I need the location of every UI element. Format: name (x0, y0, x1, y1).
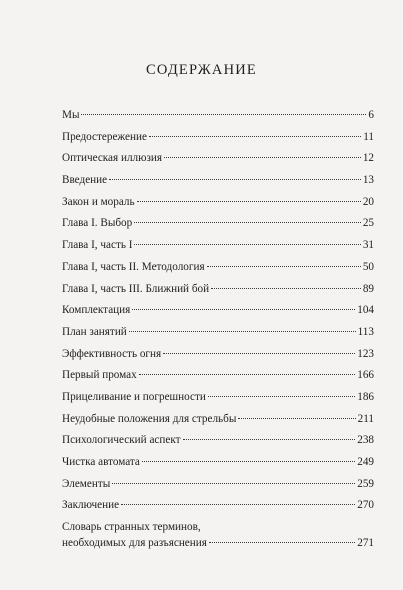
toc-entry (62, 476, 374, 498)
dot-leader (132, 309, 355, 310)
toc-entry-title: Заключение (62, 499, 120, 512)
toc-entry-page: 166 (357, 369, 374, 382)
toc-entry (62, 432, 374, 454)
toc-entry-page: 123 (357, 347, 374, 360)
dot-leader (137, 201, 361, 202)
toc-entry-page: 25 (362, 217, 374, 230)
toc-entry (62, 107, 374, 129)
toc-entry-page: 11 (363, 130, 374, 143)
toc-entry (62, 150, 374, 172)
dot-leader (207, 266, 361, 267)
toc-entry-page: 13 (362, 174, 374, 187)
toc-entry (62, 324, 374, 346)
toc-entry (62, 346, 374, 368)
toc-entry (62, 215, 374, 237)
toc-entry (62, 454, 374, 476)
dot-leader (134, 244, 360, 245)
dot-leader (129, 331, 356, 332)
toc-entry-page: 211 (357, 412, 374, 425)
dot-leader (109, 179, 361, 180)
toc-entry-page: 259 (357, 477, 374, 490)
toc-entry-title: Глава I. Выбор (62, 217, 133, 230)
toc-entry-title: Предостережение (62, 130, 147, 143)
toc-entry-title: План занятий (62, 325, 127, 338)
toc-entry (62, 172, 374, 194)
dot-leader (208, 396, 355, 397)
toc-entry-page: 270 (357, 499, 374, 512)
toc-entry-page: 89 (362, 282, 374, 295)
toc-entry (62, 194, 374, 216)
toc-entry-title-line2: необходимых для разъяснения (62, 537, 207, 550)
toc-entry-page: 104 (357, 304, 374, 317)
dot-leader (142, 461, 355, 462)
toc-entry-title: Прицеливание и погрешности (62, 390, 206, 403)
toc-entry-title: Глава I, часть I (62, 239, 133, 252)
dot-leader (112, 483, 355, 484)
dot-leader (183, 439, 356, 440)
toc-entry (62, 237, 374, 259)
toc-heading: СОДЕРЖАНИЕ (146, 62, 257, 78)
dot-leader (163, 353, 355, 354)
toc-entry-title: Комплектация (62, 304, 131, 317)
dot-leader (211, 288, 361, 289)
toc-entry-title: Закон и мораль (62, 195, 135, 208)
dot-leader (209, 542, 355, 543)
toc-entry (62, 497, 374, 519)
toc-entry-title: Элементы (62, 477, 111, 490)
toc-entry (62, 411, 374, 433)
toc-entry-page: 6 (368, 109, 374, 121)
toc-entry-page: 20 (362, 195, 374, 208)
dot-leader (81, 114, 366, 115)
toc-entry (62, 367, 374, 389)
toc-entry-page: 271 (357, 537, 374, 550)
toc-entry-page: 238 (357, 434, 374, 447)
toc-entry-title-line1: Словарь странных терминов, (62, 521, 201, 534)
toc-entry-title: Психологический аспект (62, 434, 181, 447)
toc-entry-title: Чистка автомата (62, 456, 140, 468)
toc-entry (62, 259, 374, 281)
dot-leader (134, 222, 361, 223)
dot-leader (149, 136, 361, 137)
toc-entry-title: Глава I, часть III. Ближний бой (62, 282, 210, 295)
toc-entry-title: Глава I, часть II. Методология (62, 260, 205, 273)
toc-list (62, 107, 374, 557)
toc-entry-title: Мы (62, 109, 80, 121)
toc-entry-page: 50 (362, 260, 374, 273)
toc-entry-title: Оптическая иллюзия (62, 152, 163, 165)
toc-entry-title: Первый промах (62, 369, 137, 382)
toc-entry (62, 302, 374, 324)
toc-entry (62, 281, 374, 303)
toc-entry (62, 129, 374, 151)
dot-leader (238, 418, 355, 419)
toc-entry (62, 519, 374, 557)
toc-entry-page: 12 (362, 152, 374, 165)
toc-entry-page: 186 (357, 390, 374, 403)
toc-entry-page: 249 (357, 456, 374, 468)
dot-leader (121, 504, 355, 505)
toc-entry-title: Введение (62, 174, 108, 187)
toc-entry-page: 31 (362, 239, 374, 252)
toc-entry-title: Эффективность огня (62, 347, 162, 360)
toc-entry (62, 389, 374, 411)
toc-entry-title: Неудобные положения для стрельбы (62, 412, 237, 425)
toc-entry-page: 113 (357, 325, 374, 338)
dot-leader (139, 374, 355, 375)
dot-leader (164, 157, 361, 158)
